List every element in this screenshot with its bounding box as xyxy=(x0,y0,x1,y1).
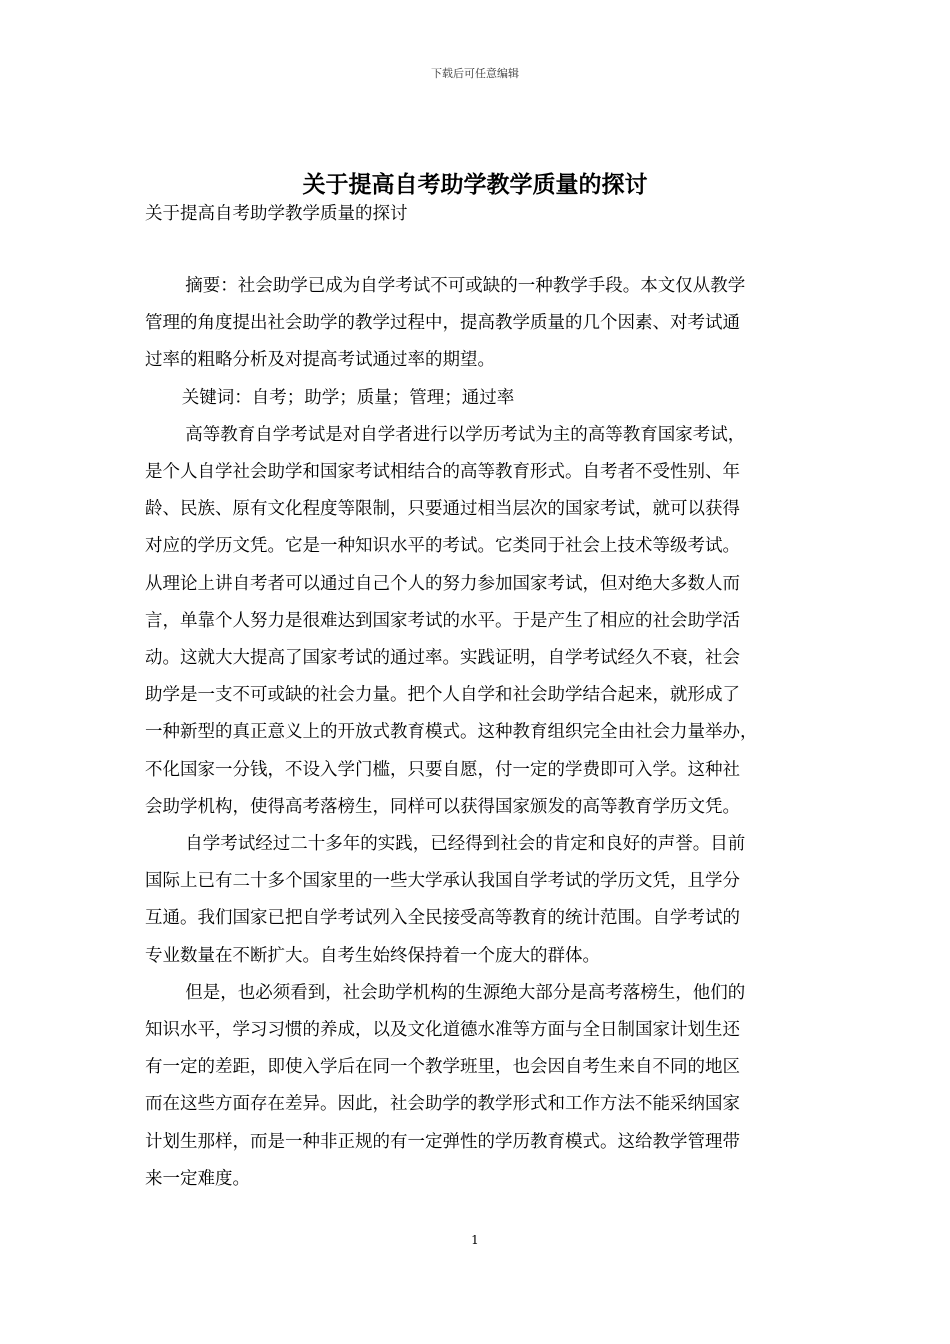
paragraph-line: 是个人自学社会助学和国家考试相结合的高等教育形式。自考者不受性别、年 xyxy=(145,462,740,483)
document-subtitle: 关于提高自考助学教学质量的探讨 xyxy=(145,204,408,224)
page-number: 1 xyxy=(471,1233,479,1247)
document-title: 关于提高自考助学教学质量的探讨 xyxy=(302,171,648,199)
paragraph-line: 对应的学历文凭。它是一种知识水平的考试。它类同于社会上技术等级考试。 xyxy=(145,536,740,557)
paragraph-line: 而在这些方面存在差异。因此，社会助学的教学形式和工作方法不能采纳国家 xyxy=(145,1094,740,1115)
abstract-line: 摘要：社会助学已成为自学考试不可或缺的一种教学手段。本文仅从教学 xyxy=(185,276,746,296)
paragraph-line: 助学是一支不可或缺的社会力量。把个人自学和社会助学结合起来，就形成了 xyxy=(145,685,740,706)
paragraph-line: 不化国家一分钱，不设入学门槛，只要自愿，付一定的学费即可入学。这种社 xyxy=(145,759,740,780)
paragraph-line: 会助学机构，使得高考落榜生，同样可以获得国家颁发的高等教育学历文凭。 xyxy=(145,796,740,817)
paragraph-line: 言，单靠个人努力是很难达到国家考试的水平。于是产生了相应的社会助学活 xyxy=(145,610,740,631)
paragraph-line: 有一定的差距，即使入学后在同一个教学班里，也会因自考生来自不同的地区 xyxy=(145,1057,740,1078)
document-body xyxy=(145,268,812,1198)
keywords-line: 关键词：自考；助学；质量；管理；通过率 xyxy=(181,387,515,408)
abstract-line: 管理的角度提出社会助学的教学过程中，提高教学质量的几个因素、对考试通 xyxy=(145,313,740,334)
paragraph-line: 一种新型的真正意义上的开放式教育模式。这种教育组织完全由社会力量举办， xyxy=(145,722,758,743)
paragraph-line: 但是，也必须看到，社会助学机构的生源绝大部分是高考落榜生，他们的 xyxy=(185,982,746,1003)
paragraph-line: 来一定难度。 xyxy=(145,1168,250,1189)
paragraph-line: 从理论上讲自考者可以通过自己个人的努力参加国家考试，但对绝大多数人而 xyxy=(145,573,740,594)
paragraph-line: 自学考试经过二十多年的实践，已经得到社会的肯定和良好的声誉。目前 xyxy=(185,834,746,855)
paragraph-line: 计划生那样，而是一种非正规的有一定弹性的学历教育模式。这给教学管理带 xyxy=(145,1131,740,1152)
paragraph-line: 专业数量在不断扩大。自考生始终保持着一个庞大的群体。 xyxy=(145,945,600,966)
paragraph-line: 动。这就大大提高了国家考试的通过率。实践证明，自学考试经久不衰，社会 xyxy=(145,648,740,669)
paragraph-line: 互通。我们国家已把自学考试列入全民接受高等教育的统计范围。自学考试的 xyxy=(145,908,740,929)
paragraph-line: 国际上已有二十多个国家里的一些大学承认我国自学考试的学历文凭，且学分 xyxy=(145,871,740,892)
paragraph-line: 知识水平，学习习惯的养成，以及文化道德水准等方面与全日制国家计划生还 xyxy=(145,1020,740,1041)
page-header-note: 下载后可任意编辑 xyxy=(431,67,519,80)
paragraph-line: 龄、民族、原有文化程度等限制，只要通过相当层次的国家考试，就可以获得 xyxy=(145,499,740,520)
abstract-line: 过率的粗略分析及对提高考试通过率的期望。 xyxy=(145,350,495,371)
paragraph-line: 高等教育自学考试是对自学者进行以学历考试为主的高等教育国家考试， xyxy=(185,424,746,445)
